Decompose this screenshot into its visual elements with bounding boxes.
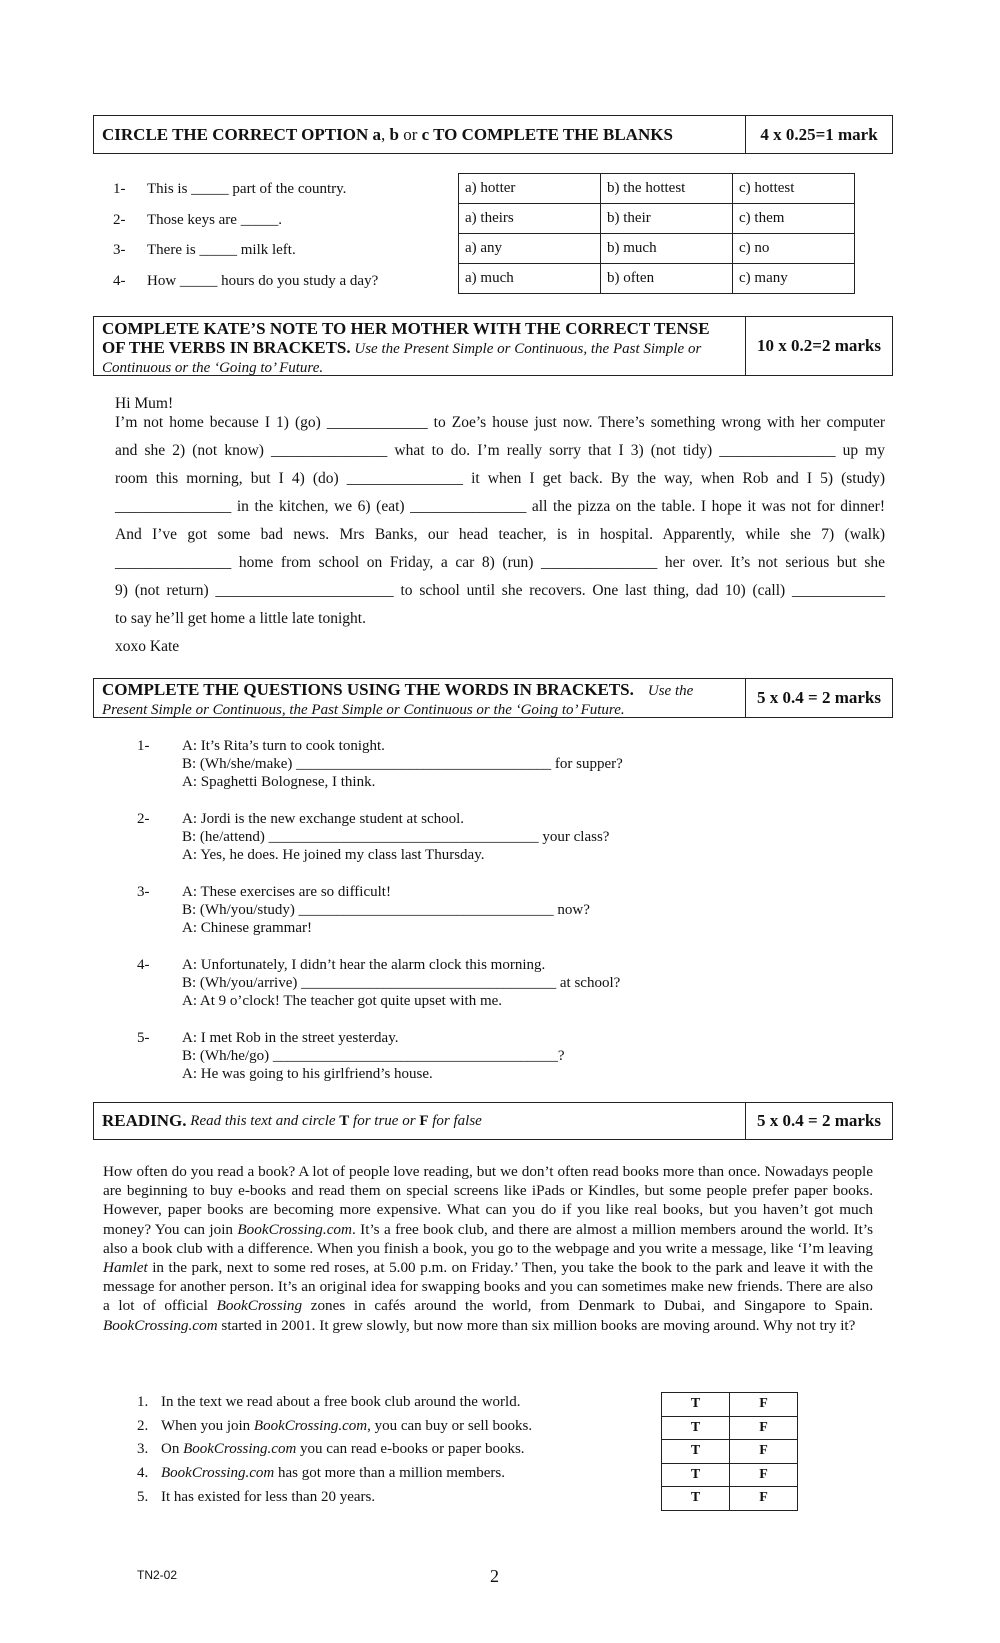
dialogue-line: B: (Wh/you/arrive) __________________________________ at school? <box>182 975 621 991</box>
options-row <box>459 234 855 264</box>
question-number: 5- <box>137 1030 150 1046</box>
page-number: 2 <box>490 1566 499 1586</box>
dialogue-line: A: Unfortunately, I didn’t hear the alarm clock this morning. <box>182 957 546 973</box>
section1-marks: 4 x 0.25=1 mark <box>745 116 892 153</box>
option-b[interactable]: b) much <box>601 234 733 264</box>
options-row <box>459 204 855 234</box>
dialogue-line: A: These exercises are so difficult! <box>182 884 391 900</box>
note-line: room this morning, but I 4) (do) _______________ it when I get back. By the way, when Rob and I 5) (study) <box>115 470 885 487</box>
statement: 3. On BookCrossing.com you can read e-books or paper books. <box>137 1441 525 1457</box>
section4-header <box>93 1102 893 1140</box>
section2-marks: 10 x 0.2=2 marks <box>745 317 892 375</box>
note-line: to say he’ll get home a little late tonight. <box>115 610 366 627</box>
false-option[interactable]: F <box>730 1440 798 1464</box>
false-option[interactable]: F <box>730 1393 798 1417</box>
option-c[interactable]: c) many <box>733 264 855 294</box>
true-option[interactable]: T <box>662 1487 730 1511</box>
option-a[interactable]: a) theirs <box>459 204 601 234</box>
option-a[interactable]: a) much <box>459 264 601 294</box>
option-a[interactable]: a) hotter <box>459 174 601 204</box>
option-c[interactable]: c) them <box>733 204 855 234</box>
true-option[interactable]: T <box>662 1393 730 1417</box>
tf-row <box>662 1487 798 1511</box>
note-line: _______________ home from school on Friday, a car 8) (run) _______________ her over. It’s not serious but she <box>115 554 885 571</box>
dialogue-line: A: Yes, he does. He joined my class last Thursday. <box>182 847 485 863</box>
tf-row <box>662 1463 798 1487</box>
section2-title: COMPLETE KATE’S NOTE TO HER MOTHER WITH THE CORRECT TENSE OF THE VERBS IN BRACKETS. Use the Present Simple or Continuous, the Past Simple or Continuous or the ‘Going to’ Future. <box>102 319 710 376</box>
dialogue-line: A: It’s Rita’s turn to cook tonight. <box>182 738 385 754</box>
options-row <box>459 174 855 204</box>
option-c[interactable]: c) no <box>733 234 855 264</box>
dialogue-line: B: (Wh/you/study) __________________________________ now? <box>182 902 590 918</box>
option-c[interactable]: c) hottest <box>733 174 855 204</box>
dialogue-line: A: He was going to his girlfriend’s house. <box>182 1066 433 1082</box>
statement: 4. BookCrossing.com has got more than a million members. <box>137 1465 505 1481</box>
statement: 1. In the text we read about a free book club around the world. <box>137 1394 521 1410</box>
s1-question: 3- There is _____ milk left. <box>113 242 296 258</box>
question-number: 1- <box>137 738 150 754</box>
section1-header <box>93 115 893 154</box>
note-line: and she 2) (not know) _______________ what to do. I’m really sorry that I 3) (not tidy) _______________ up my <box>115 442 885 459</box>
dialogue-line: A: Chinese grammar! <box>182 920 312 936</box>
statement: 5. It has existed for less than 20 years. <box>137 1489 376 1505</box>
section3-marks: 5 x 0.4 = 2 marks <box>745 679 892 717</box>
true-option[interactable]: T <box>662 1463 730 1487</box>
question-number: 4- <box>137 957 150 973</box>
note-line: And I’ve got some bad news. Mrs Banks, our head teacher, is in hospital. Apparently, while she 7) (walk) <box>115 526 885 543</box>
false-option[interactable]: F <box>730 1487 798 1511</box>
dialogue-line: A: Spaghetti Bolognese, I think. <box>182 774 376 790</box>
option-b[interactable]: b) the hottest <box>601 174 733 204</box>
true-false-table <box>661 1392 798 1511</box>
section3-title: COMPLETE THE QUESTIONS USING THE WORDS IN BRACKETS. Use the Present Simple or Continuous, the Past Simple or Continuous or the ‘Going to’ Future. <box>102 680 694 718</box>
section1-title: CIRCLE THE CORRECT OPTION a , b or c TO COMPLETE THE BLANKS <box>102 124 673 144</box>
dialogue-line: B: (Wh/he/go) ______________________________________? <box>182 1048 565 1064</box>
false-option[interactable]: F <box>730 1463 798 1487</box>
section3-header <box>93 678 893 718</box>
options-row <box>459 264 855 294</box>
option-b[interactable]: b) often <box>601 264 733 294</box>
reading-text: How often do you read a book? A lot of people love reading, but we don’t often read books more than once. Nowadays people are beginning to buy e-books and read them on special screens like iPads or Kindles, but some people prefer paper books. However, paper books are becoming more expensive. What can you do if you like real books, but you haven’t got much money? You can join BookCrossing.com. It’s a free book club, and there are almost a million members around the world. It’s also a book club with a difference. When you finish a book, you go to the webpage and you write a message, like ‘I’m leaving Hamlet in the park, next to some red roses, at 5.00 p.m. on Friday.’ Then, you take the book to the park and leave it with the message for another person. It’s an original idea for swapping books and you can sometimes make new friends. There are also a lot of official BookCrossing zones in cafés around the world, from Denmark to Dubai, and Singapore to Spain. BookCrossing.com started in 2001. It grew slowly, but now more than six million books are moving around. Why not try it? <box>103 1163 874 1334</box>
s1-question: 4- How _____ hours do you study a day? <box>113 273 379 289</box>
section2-header <box>93 316 893 376</box>
dialogue-line: B: (Wh/she/make) __________________________________ for supper? <box>182 756 623 772</box>
dialogue-line: A: At 9 o’clock! The teacher got quite upset with me. <box>182 993 503 1009</box>
options-table <box>458 173 855 294</box>
tf-row <box>662 1393 798 1417</box>
section4-title: READING. Read this text and circle T for true or F for false <box>102 1111 482 1130</box>
dialogue-line: A: I met Rob in the street yesterday. <box>182 1030 399 1046</box>
statement: 2. When you join BookCrossing.com, you can buy or sell books. <box>137 1418 533 1434</box>
option-b[interactable]: b) their <box>601 204 733 234</box>
note-line: _______________ in the kitchen, we 6) (eat) _______________ all the pizza on the table. I hope it was not for dinner! <box>115 498 885 515</box>
question-number: 2- <box>137 811 150 827</box>
tf-row <box>662 1440 798 1464</box>
dialogue-line: B: (he/attend) ____________________________________ your class? <box>182 829 610 845</box>
note-signoff: xoxo Kate <box>115 638 180 655</box>
footer-code: TN2-02 <box>137 1568 178 1582</box>
true-option[interactable]: T <box>662 1416 730 1440</box>
note-greeting: Hi Mum! <box>115 395 174 412</box>
false-option[interactable]: F <box>730 1416 798 1440</box>
note-line: 9) (not return) _______________________ to school until she recovers. One last thing, dad 10) (call) ____________ <box>115 582 885 599</box>
dialogue-line: A: Jordi is the new exchange student at school. <box>182 811 465 827</box>
tf-row <box>662 1416 798 1440</box>
question-number: 3- <box>137 884 150 900</box>
s1-question: 1- This is _____ part of the country. <box>113 181 347 197</box>
s1-question: 2- Those keys are _____. <box>113 212 282 228</box>
option-a[interactable]: a) any <box>459 234 601 264</box>
true-option[interactable]: T <box>662 1440 730 1464</box>
section4-marks: 5 x 0.4 = 2 marks <box>745 1103 892 1139</box>
note-line: I’m not home because I 1) (go) _____________ to Zoe’s house just now. There’s something wrong with her computer <box>115 414 885 431</box>
